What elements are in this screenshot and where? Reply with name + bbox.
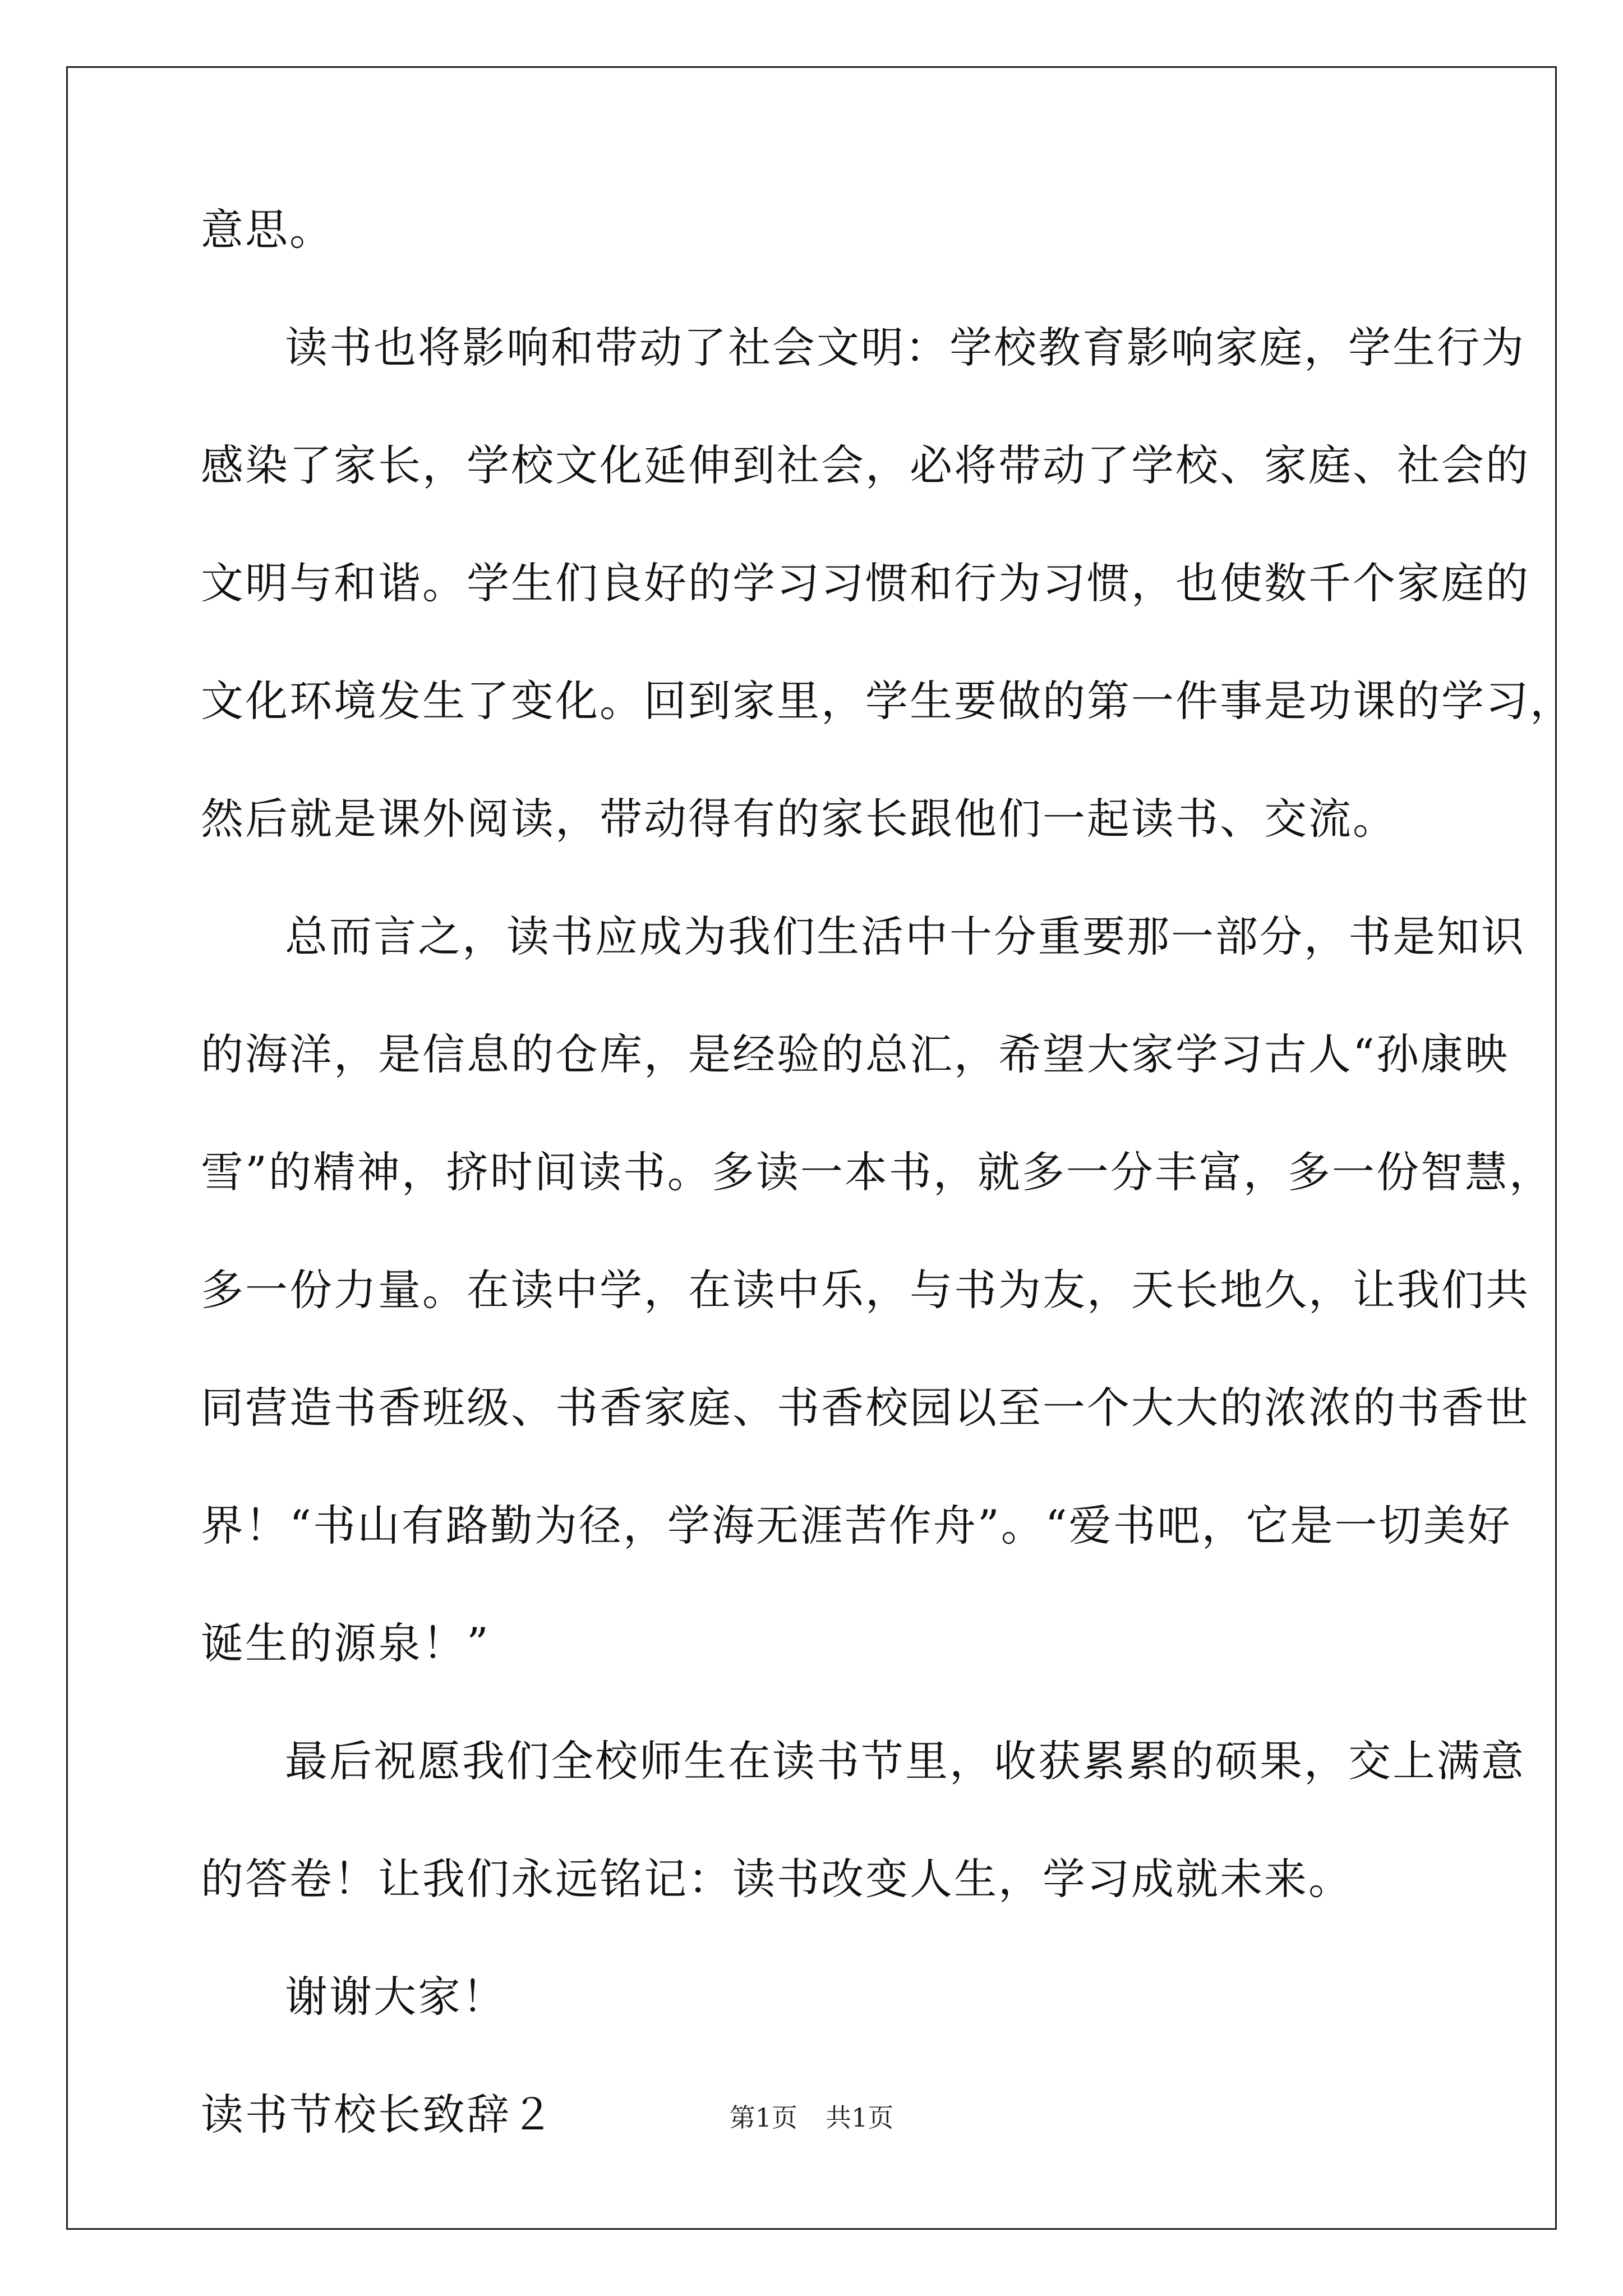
- page-number-total: 共1页: [826, 2102, 894, 2133]
- text-line: 读书也将影响和带动了社会文明：学校教育影响家庭，学生行为: [285, 323, 1525, 372]
- text-line: 最后祝愿我们全校师生在读书节里，收获累累的硕果，交上满意: [285, 1736, 1525, 1786]
- text-line: 文化环境发生了变化。回到家里，学生要做的第一件事是功课的学习，: [201, 676, 1574, 726]
- section-heading: 读书节校长致辞２: [201, 2090, 555, 2139]
- text-line: 雪”的精神，挤时间读书。多读一本书，就多一分丰富，多一份智慧，: [201, 1147, 1553, 1197]
- page-footer: [0, 2101, 1623, 2134]
- text-line: 的答卷！让我们永远铭记：读书改变人生，学习成就未来。: [201, 1854, 1353, 1904]
- text-line: 的海洋，是信息的仓库，是经验的总汇，希望大家学习古人“孙康映: [201, 1029, 1509, 1079]
- text-line: 总而言之，读书应成为我们生活中十分重要那一部分，书是知识: [285, 912, 1525, 961]
- text-line: 然后就是课外阅读，带动得有的家长跟他们一起读书、交流。: [201, 794, 1397, 844]
- text-line: 多一份力量。在读中学，在读中乐，与书为友，天长地久，让我们共: [201, 1265, 1530, 1315]
- text-line: 诞生的源泉！”: [201, 1618, 490, 1668]
- text-line: 感染了家长，学校文化延伸到社会，必将带动了学校、家庭、社会的: [201, 440, 1530, 490]
- page-number-current: 第1页: [729, 2102, 797, 2133]
- text-line: 谢谢大家！: [285, 1972, 506, 2022]
- text-line: 文明与和谐。学生们良好的学习习惯和行为习惯，也使数千个家庭的: [201, 558, 1530, 608]
- text-line: 意思。: [201, 205, 334, 255]
- text-line: 同营造书香班级、书香家庭、书香校园以至一个大大的浓浓的书香世: [201, 1383, 1530, 1433]
- text-line: 界！“书山有路勤为径，学海无涯苦作舟”。“爱书吧，它是一切美好: [201, 1501, 1512, 1550]
